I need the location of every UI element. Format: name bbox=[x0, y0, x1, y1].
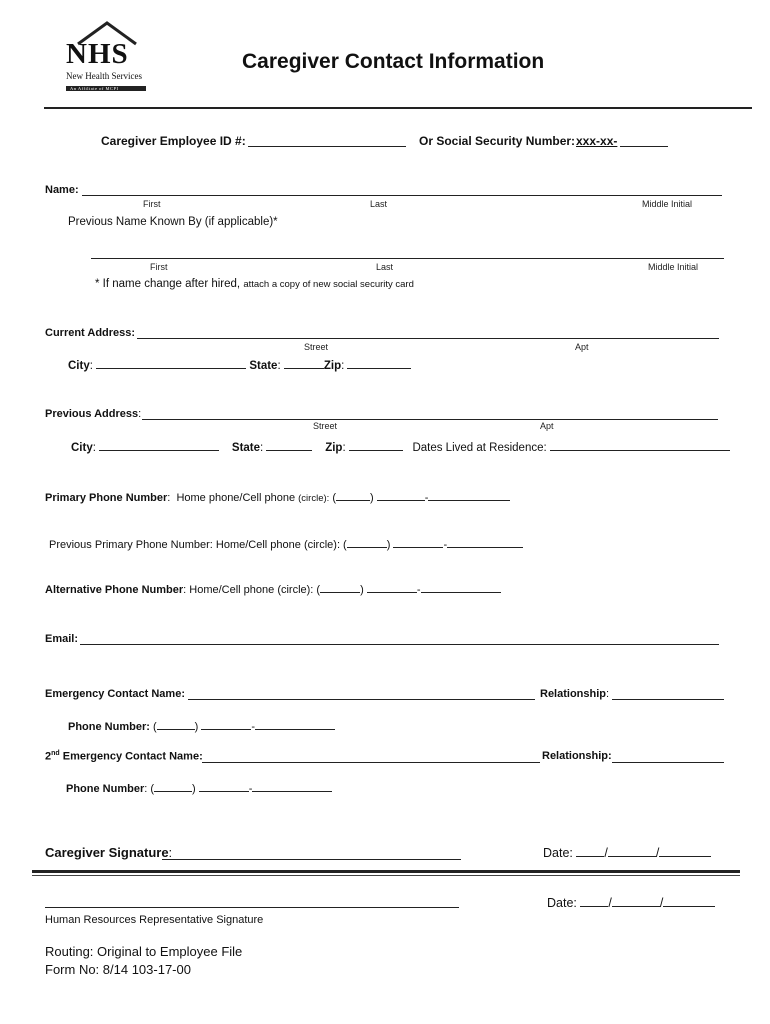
logo-abbr: NHS bbox=[66, 38, 129, 70]
hr-signature-label: Human Resources Representative Signature bbox=[45, 914, 264, 926]
previous-address-label: Previous Address: bbox=[45, 408, 142, 420]
ssn-field[interactable] bbox=[620, 146, 668, 147]
em2-area-code-field[interactable] bbox=[154, 781, 192, 792]
sig-month-field[interactable] bbox=[576, 846, 604, 857]
prev-first-caption: First bbox=[150, 262, 168, 272]
name-field[interactable] bbox=[82, 195, 722, 196]
routing-text: Routing: Original to Employee File bbox=[45, 944, 243, 959]
prev-last-caption: Last bbox=[376, 262, 394, 272]
name-middle-caption: Middle Initial bbox=[642, 199, 693, 209]
caregiver-signature-field[interactable] bbox=[162, 859, 461, 860]
emergency2-name-field[interactable] bbox=[202, 762, 540, 763]
current-address-label: Current Address: bbox=[45, 327, 136, 339]
caregiver-date-row: Date: / / bbox=[543, 846, 711, 860]
hr-date-row: Date: / / bbox=[547, 896, 715, 910]
nhs-logo bbox=[64, 20, 150, 94]
em1-phone-prefix-field[interactable] bbox=[201, 719, 251, 730]
dates-lived-field[interactable] bbox=[550, 440, 730, 451]
caregiver-signature-label: Caregiver Signature: bbox=[45, 845, 173, 860]
alt-phone-line-field[interactable] bbox=[421, 582, 501, 593]
em2-phone-line-field[interactable] bbox=[252, 781, 332, 792]
logo-tagline: An Affiliate of MCPI bbox=[70, 86, 119, 91]
header-divider bbox=[44, 107, 752, 109]
previous-city-state-zip: City: State: Zip: Dates Lived at Residence: bbox=[71, 440, 730, 454]
emergency2-label: 2nd Emergency Contact Name: bbox=[45, 750, 203, 763]
email-label: Email: bbox=[45, 633, 79, 645]
signature-divider bbox=[32, 870, 740, 873]
alt-phone-row: Alternative Phone Number: Home/Cell phone (circle): ( ) - bbox=[45, 582, 501, 596]
form-number: Form No: 8/14 103-17-00 bbox=[45, 962, 191, 977]
emergency1-label: Emergency Contact Name: bbox=[45, 688, 185, 700]
prev-area-code-field[interactable] bbox=[347, 537, 387, 548]
current-street-caption: Street bbox=[304, 342, 329, 352]
ssn-label: Or Social Security Number: bbox=[419, 134, 576, 148]
previous-apt-caption: Apt bbox=[540, 421, 554, 431]
prev-phone-prefix-field[interactable] bbox=[393, 537, 443, 548]
em1-phone-line-field[interactable] bbox=[255, 719, 335, 730]
prev-phone-line-field[interactable] bbox=[447, 537, 523, 548]
primary-phone-prefix-field[interactable] bbox=[377, 490, 425, 501]
previous-state-field[interactable] bbox=[266, 440, 312, 451]
sig-day-field[interactable] bbox=[608, 846, 656, 857]
current-city-field[interactable] bbox=[96, 358, 246, 369]
emergency1-phone-row: Phone Number: ( ) - bbox=[68, 719, 335, 733]
previous-phone-row: Previous Primary Phone Number: Home/Cell phone (circle): ( ) - bbox=[49, 537, 523, 551]
current-zip-field[interactable] bbox=[347, 358, 411, 369]
previous-name-label: Previous Name Known By (if applicable)* bbox=[68, 216, 278, 228]
logo-name: New Health Services bbox=[66, 71, 142, 81]
current-city-state-zip: City: State: Zip: bbox=[68, 358, 411, 372]
name-first-caption: First bbox=[143, 199, 161, 209]
emergency2-relationship-field[interactable] bbox=[612, 762, 724, 763]
emergency1-name-field[interactable] bbox=[188, 699, 535, 700]
hr-month-field[interactable] bbox=[580, 896, 608, 907]
previous-city-field[interactable] bbox=[99, 440, 219, 451]
previous-name-field[interactable] bbox=[91, 258, 724, 259]
employee-id-field[interactable] bbox=[248, 146, 406, 147]
em1-area-code-field[interactable] bbox=[157, 719, 195, 730]
prev-middle-caption: Middle Initial bbox=[648, 262, 699, 272]
previous-zip-field[interactable] bbox=[349, 440, 403, 451]
emergency1-relationship-field[interactable] bbox=[612, 699, 724, 700]
primary-phone-line-field[interactable] bbox=[428, 490, 510, 501]
hr-signature-field[interactable] bbox=[45, 907, 459, 908]
ssn-prefix: xxx-xx- bbox=[576, 134, 618, 148]
primary-area-code-field[interactable] bbox=[336, 490, 370, 501]
current-address-field[interactable] bbox=[137, 338, 719, 339]
previous-street-caption: Street bbox=[313, 421, 338, 431]
hr-year-field[interactable] bbox=[663, 896, 715, 907]
employee-id-label: Caregiver Employee ID #: bbox=[101, 134, 246, 148]
emergency2-relationship-label: Relationship: bbox=[542, 750, 612, 762]
current-state-field[interactable] bbox=[284, 358, 324, 369]
hr-day-field[interactable] bbox=[612, 896, 660, 907]
form-title: Caregiver Contact Information bbox=[242, 50, 545, 73]
em2-phone-prefix-field[interactable] bbox=[199, 781, 249, 792]
alt-area-code-field[interactable] bbox=[320, 582, 360, 593]
current-apt-caption: Apt bbox=[575, 342, 589, 352]
previous-address-field[interactable] bbox=[142, 419, 718, 420]
sig-year-field[interactable] bbox=[659, 846, 711, 857]
name-last-caption: Last bbox=[370, 199, 388, 209]
signature-divider-thin bbox=[32, 875, 740, 876]
alt-phone-prefix-field[interactable] bbox=[367, 582, 417, 593]
emergency2-phone-row: Phone Number: ( ) - bbox=[66, 781, 332, 795]
name-change-note: * If name change after hired, attach a copy of new social security card bbox=[95, 278, 414, 290]
emergency1-relationship-label: Relationship: bbox=[540, 688, 610, 700]
primary-phone-row: Primary Phone Number: Home phone/Cell phone (circle): ( ) - bbox=[45, 490, 510, 504]
email-field[interactable] bbox=[80, 644, 719, 645]
name-label: Name: bbox=[45, 184, 79, 196]
